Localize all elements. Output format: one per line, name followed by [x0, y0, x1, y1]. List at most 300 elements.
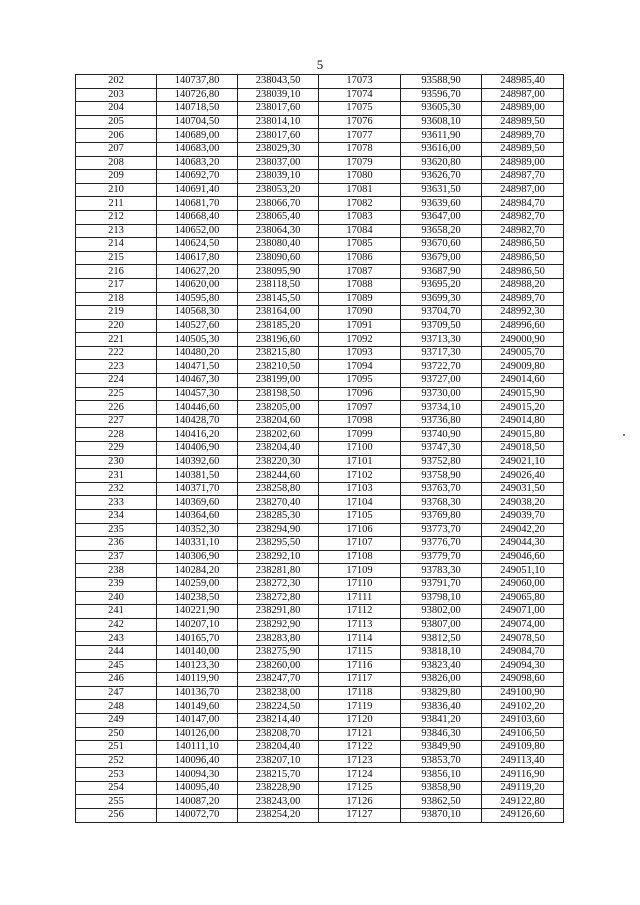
point-number-cell: 17088 — [319, 278, 401, 292]
y-coordinate-cell: 238198,50 — [238, 387, 319, 401]
y-coordinate-cell: 249015,90 — [482, 387, 564, 401]
y-coordinate-cell: 248989,70 — [482, 129, 564, 143]
table-row — [76, 414, 564, 428]
y-coordinate-cell: 238283,80 — [238, 632, 319, 646]
table-row — [76, 210, 564, 224]
y-coordinate-cell: 249060,00 — [482, 577, 564, 591]
x-coordinate-cell: 93802,00 — [401, 605, 482, 619]
x-coordinate-cell: 140095,40 — [157, 781, 238, 795]
table-row — [76, 537, 564, 551]
point-number-cell: 17103 — [319, 482, 401, 496]
point-number-cell: 216 — [76, 265, 157, 279]
table-row — [76, 129, 564, 143]
x-coordinate-cell: 140284,20 — [157, 564, 238, 578]
x-coordinate-cell: 93768,30 — [401, 496, 482, 510]
x-coordinate-cell: 140457,30 — [157, 387, 238, 401]
table-body — [76, 75, 564, 823]
x-coordinate-cell: 93695,20 — [401, 278, 482, 292]
x-coordinate-cell: 93862,50 — [401, 795, 482, 809]
y-coordinate-cell: 249000,90 — [482, 333, 564, 347]
x-coordinate-cell: 93658,20 — [401, 224, 482, 238]
x-coordinate-cell: 140331,10 — [157, 537, 238, 551]
table-row — [76, 265, 564, 279]
point-number-cell: 17113 — [319, 618, 401, 632]
y-coordinate-cell: 238275,90 — [238, 645, 319, 659]
y-coordinate-cell: 249113,40 — [482, 754, 564, 768]
y-coordinate-cell: 249109,80 — [482, 741, 564, 755]
point-number-cell: 17074 — [319, 88, 401, 102]
x-coordinate-cell: 140668,40 — [157, 210, 238, 224]
x-coordinate-cell: 140207,10 — [157, 618, 238, 632]
x-coordinate-cell: 140371,70 — [157, 482, 238, 496]
table-row — [76, 374, 564, 388]
x-coordinate-cell: 93776,70 — [401, 537, 482, 551]
x-coordinate-cell: 93736,80 — [401, 414, 482, 428]
point-number-cell: 17104 — [319, 496, 401, 510]
y-coordinate-cell: 248989,00 — [482, 156, 564, 170]
point-number-cell: 235 — [76, 523, 157, 537]
x-coordinate-cell: 140119,90 — [157, 673, 238, 687]
y-coordinate-cell: 238215,80 — [238, 346, 319, 360]
x-coordinate-cell: 140126,00 — [157, 727, 238, 741]
y-coordinate-cell: 238294,90 — [238, 523, 319, 537]
x-coordinate-cell: 93620,80 — [401, 156, 482, 170]
point-number-cell: 245 — [76, 659, 157, 673]
point-number-cell: 214 — [76, 238, 157, 252]
table-row — [76, 251, 564, 265]
table-row — [76, 306, 564, 320]
y-coordinate-cell: 248989,50 — [482, 142, 564, 156]
point-number-cell: 17116 — [319, 659, 401, 673]
x-coordinate-cell: 93752,80 — [401, 455, 482, 469]
y-coordinate-cell: 249102,20 — [482, 700, 564, 714]
point-number-cell: 230 — [76, 455, 157, 469]
y-coordinate-cell: 248987,00 — [482, 88, 564, 102]
point-number-cell: 17089 — [319, 292, 401, 306]
x-coordinate-cell: 140428,70 — [157, 414, 238, 428]
x-coordinate-cell: 93605,30 — [401, 102, 482, 116]
table-row — [76, 170, 564, 184]
y-coordinate-cell: 249005,70 — [482, 346, 564, 360]
x-coordinate-cell: 140111,10 — [157, 741, 238, 755]
x-coordinate-cell: 93783,30 — [401, 564, 482, 578]
table-row — [76, 795, 564, 809]
x-coordinate-cell: 140149,60 — [157, 700, 238, 714]
y-coordinate-cell: 248986,50 — [482, 265, 564, 279]
y-coordinate-cell: 249074,00 — [482, 618, 564, 632]
point-number-cell: 17082 — [319, 197, 401, 211]
x-coordinate-cell: 140627,20 — [157, 265, 238, 279]
y-coordinate-cell: 238014,10 — [238, 115, 319, 129]
y-coordinate-cell: 249014,60 — [482, 374, 564, 388]
y-coordinate-cell: 238295,50 — [238, 537, 319, 551]
table-row — [76, 292, 564, 306]
point-number-cell: 17080 — [319, 170, 401, 184]
x-coordinate-cell: 93807,00 — [401, 618, 482, 632]
table-row — [76, 550, 564, 564]
point-number-cell: 17075 — [319, 102, 401, 116]
margin-mark — [623, 434, 625, 436]
y-coordinate-cell: 238292,10 — [238, 550, 319, 564]
x-coordinate-cell: 93856,10 — [401, 768, 482, 782]
x-coordinate-cell: 140624,50 — [157, 238, 238, 252]
x-coordinate-cell: 140123,30 — [157, 659, 238, 673]
x-coordinate-cell: 140737,80 — [157, 75, 238, 89]
point-number-cell: 251 — [76, 741, 157, 755]
point-number-cell: 17114 — [319, 632, 401, 646]
point-number-cell: 17123 — [319, 754, 401, 768]
y-coordinate-cell: 248989,70 — [482, 292, 564, 306]
y-coordinate-cell: 238202,60 — [238, 428, 319, 442]
point-number-cell: 17121 — [319, 727, 401, 741]
table-row — [76, 605, 564, 619]
y-coordinate-cell: 238208,70 — [238, 727, 319, 741]
y-coordinate-cell: 249014,80 — [482, 414, 564, 428]
x-coordinate-cell: 93812,50 — [401, 632, 482, 646]
point-number-cell: 17076 — [319, 115, 401, 129]
y-coordinate-cell: 249071,00 — [482, 605, 564, 619]
x-coordinate-cell: 93798,10 — [401, 591, 482, 605]
table-row — [76, 809, 564, 823]
y-coordinate-cell: 249046,60 — [482, 550, 564, 564]
y-coordinate-cell: 238270,40 — [238, 496, 319, 510]
x-coordinate-cell: 93647,00 — [401, 210, 482, 224]
x-coordinate-cell: 93608,10 — [401, 115, 482, 129]
x-coordinate-cell: 93717,30 — [401, 346, 482, 360]
y-coordinate-cell: 238118,50 — [238, 278, 319, 292]
x-coordinate-cell: 140683,00 — [157, 142, 238, 156]
y-coordinate-cell: 238205,00 — [238, 401, 319, 415]
point-number-cell: 238 — [76, 564, 157, 578]
table-row — [76, 713, 564, 727]
y-coordinate-cell: 238243,00 — [238, 795, 319, 809]
y-coordinate-cell: 249039,70 — [482, 510, 564, 524]
point-number-cell: 17094 — [319, 360, 401, 374]
point-number-cell: 17084 — [319, 224, 401, 238]
x-coordinate-cell: 93596,70 — [401, 88, 482, 102]
point-number-cell: 17087 — [319, 265, 401, 279]
x-coordinate-cell: 140221,90 — [157, 605, 238, 619]
y-coordinate-cell: 238215,70 — [238, 768, 319, 782]
y-coordinate-cell: 238281,80 — [238, 564, 319, 578]
point-number-cell: 232 — [76, 482, 157, 496]
y-coordinate-cell: 238145,50 — [238, 292, 319, 306]
point-number-cell: 203 — [76, 88, 157, 102]
point-number-cell: 246 — [76, 673, 157, 687]
y-coordinate-cell: 248989,00 — [482, 102, 564, 116]
y-coordinate-cell: 238272,30 — [238, 577, 319, 591]
y-coordinate-cell: 238247,70 — [238, 673, 319, 687]
x-coordinate-cell: 93639,60 — [401, 197, 482, 211]
point-number-cell: 17115 — [319, 645, 401, 659]
point-number-cell: 224 — [76, 374, 157, 388]
y-coordinate-cell: 249094,30 — [482, 659, 564, 673]
x-coordinate-cell: 140718,50 — [157, 102, 238, 116]
x-coordinate-cell: 140595,80 — [157, 292, 238, 306]
y-coordinate-cell: 248984,70 — [482, 197, 564, 211]
x-coordinate-cell: 93779,70 — [401, 550, 482, 564]
y-coordinate-cell: 238220,30 — [238, 455, 319, 469]
y-coordinate-cell: 249026,40 — [482, 469, 564, 483]
y-coordinate-cell: 238037,00 — [238, 156, 319, 170]
x-coordinate-cell: 93758,90 — [401, 469, 482, 483]
table-row — [76, 781, 564, 795]
x-coordinate-cell: 93734,10 — [401, 401, 482, 415]
table-row — [76, 455, 564, 469]
y-coordinate-cell: 248987,00 — [482, 183, 564, 197]
table-row — [76, 496, 564, 510]
table-row — [76, 727, 564, 741]
table-row — [76, 768, 564, 782]
point-number-cell: 17118 — [319, 686, 401, 700]
point-number-cell: 255 — [76, 795, 157, 809]
point-number-cell: 17112 — [319, 605, 401, 619]
point-number-cell: 17081 — [319, 183, 401, 197]
table-row — [76, 238, 564, 252]
point-number-cell: 250 — [76, 727, 157, 741]
table-row — [76, 577, 564, 591]
y-coordinate-cell: 238039,10 — [238, 170, 319, 184]
y-coordinate-cell: 238029,30 — [238, 142, 319, 156]
point-number-cell: 17083 — [319, 210, 401, 224]
point-number-cell: 17095 — [319, 374, 401, 388]
point-number-cell: 225 — [76, 387, 157, 401]
point-number-cell: 17126 — [319, 795, 401, 809]
table-row — [76, 686, 564, 700]
point-number-cell: 227 — [76, 414, 157, 428]
point-number-cell: 217 — [76, 278, 157, 292]
point-number-cell: 252 — [76, 754, 157, 768]
point-number-cell: 209 — [76, 170, 157, 184]
y-coordinate-cell: 238214,40 — [238, 713, 319, 727]
point-number-cell: 17100 — [319, 442, 401, 456]
point-number-cell: 223 — [76, 360, 157, 374]
x-coordinate-cell: 93829,80 — [401, 686, 482, 700]
y-coordinate-cell: 238238,00 — [238, 686, 319, 700]
y-coordinate-cell: 238080,40 — [238, 238, 319, 252]
point-number-cell: 17097 — [319, 401, 401, 415]
point-number-cell: 240 — [76, 591, 157, 605]
x-coordinate-cell: 140364,60 — [157, 510, 238, 524]
point-number-cell: 17090 — [319, 306, 401, 320]
table-row — [76, 659, 564, 673]
table-row — [76, 387, 564, 401]
point-number-cell: 17093 — [319, 346, 401, 360]
y-coordinate-cell: 248987,70 — [482, 170, 564, 184]
point-number-cell: 17125 — [319, 781, 401, 795]
point-number-cell: 233 — [76, 496, 157, 510]
point-number-cell: 17085 — [319, 238, 401, 252]
y-coordinate-cell: 238254,20 — [238, 809, 319, 823]
x-coordinate-cell: 140306,90 — [157, 550, 238, 564]
x-coordinate-cell: 93826,00 — [401, 673, 482, 687]
point-number-cell: 244 — [76, 645, 157, 659]
x-coordinate-cell: 140392,60 — [157, 455, 238, 469]
y-coordinate-cell: 238039,10 — [238, 88, 319, 102]
point-number-cell: 17096 — [319, 387, 401, 401]
point-number-cell: 239 — [76, 577, 157, 591]
x-coordinate-cell: 140704,50 — [157, 115, 238, 129]
point-number-cell: 243 — [76, 632, 157, 646]
point-number-cell: 17124 — [319, 768, 401, 782]
y-coordinate-cell: 248996,60 — [482, 319, 564, 333]
point-number-cell: 17077 — [319, 129, 401, 143]
x-coordinate-cell: 93836,40 — [401, 700, 482, 714]
point-number-cell: 17101 — [319, 455, 401, 469]
table-row — [76, 115, 564, 129]
x-coordinate-cell: 93704,70 — [401, 306, 482, 320]
x-coordinate-cell: 140087,20 — [157, 795, 238, 809]
point-number-cell: 211 — [76, 197, 157, 211]
y-coordinate-cell: 238244,60 — [238, 469, 319, 483]
point-number-cell: 17073 — [319, 75, 401, 89]
y-coordinate-cell: 249065,80 — [482, 591, 564, 605]
x-coordinate-cell: 140527,60 — [157, 319, 238, 333]
y-coordinate-cell: 238204,40 — [238, 741, 319, 755]
point-number-cell: 17105 — [319, 510, 401, 524]
x-coordinate-cell: 93722,70 — [401, 360, 482, 374]
point-number-cell: 17127 — [319, 809, 401, 823]
table-row — [76, 183, 564, 197]
y-coordinate-cell: 238204,40 — [238, 442, 319, 456]
x-coordinate-cell: 93611,90 — [401, 129, 482, 143]
x-coordinate-cell: 140094,30 — [157, 768, 238, 782]
y-coordinate-cell: 238260,00 — [238, 659, 319, 673]
point-number-cell: 17120 — [319, 713, 401, 727]
x-coordinate-cell: 93709,50 — [401, 319, 482, 333]
x-coordinate-cell: 93747,30 — [401, 442, 482, 456]
x-coordinate-cell: 93727,00 — [401, 374, 482, 388]
point-number-cell: 212 — [76, 210, 157, 224]
x-coordinate-cell: 93763,70 — [401, 482, 482, 496]
table-row — [76, 510, 564, 524]
point-number-cell: 206 — [76, 129, 157, 143]
table-row — [76, 346, 564, 360]
point-number-cell: 17106 — [319, 523, 401, 537]
x-coordinate-cell: 140096,40 — [157, 754, 238, 768]
y-coordinate-cell: 238291,80 — [238, 605, 319, 619]
x-coordinate-cell: 140505,30 — [157, 333, 238, 347]
y-coordinate-cell: 238258,80 — [238, 482, 319, 496]
point-number-cell: 213 — [76, 224, 157, 238]
y-coordinate-cell: 238199,00 — [238, 374, 319, 388]
y-coordinate-cell: 238185,20 — [238, 319, 319, 333]
x-coordinate-cell: 140238,50 — [157, 591, 238, 605]
x-coordinate-cell: 93870,10 — [401, 809, 482, 823]
y-coordinate-cell: 249098,60 — [482, 673, 564, 687]
table-row — [76, 428, 564, 442]
y-coordinate-cell: 238196,60 — [238, 333, 319, 347]
y-coordinate-cell: 248985,40 — [482, 75, 564, 89]
point-number-cell: 242 — [76, 618, 157, 632]
table-row — [76, 142, 564, 156]
x-coordinate-cell: 93818,10 — [401, 645, 482, 659]
point-number-cell: 17086 — [319, 251, 401, 265]
x-coordinate-cell: 93679,00 — [401, 251, 482, 265]
point-number-cell: 17109 — [319, 564, 401, 578]
y-coordinate-cell: 249126,60 — [482, 809, 564, 823]
x-coordinate-cell: 93687,90 — [401, 265, 482, 279]
y-coordinate-cell: 248982,70 — [482, 210, 564, 224]
y-coordinate-cell: 249103,60 — [482, 713, 564, 727]
table-row — [76, 645, 564, 659]
y-coordinate-cell: 238095,90 — [238, 265, 319, 279]
point-number-cell: 249 — [76, 713, 157, 727]
point-number-cell: 17078 — [319, 142, 401, 156]
point-number-cell: 219 — [76, 306, 157, 320]
y-coordinate-cell: 249021,10 — [482, 455, 564, 469]
x-coordinate-cell: 140683,20 — [157, 156, 238, 170]
x-coordinate-cell: 93699,30 — [401, 292, 482, 306]
x-coordinate-cell: 140352,30 — [157, 523, 238, 537]
x-coordinate-cell: 140691,40 — [157, 183, 238, 197]
y-coordinate-cell: 249018,50 — [482, 442, 564, 456]
x-coordinate-cell: 93849,90 — [401, 741, 482, 755]
y-coordinate-cell: 238224,50 — [238, 700, 319, 714]
x-coordinate-cell: 140692,70 — [157, 170, 238, 184]
table-row — [76, 523, 564, 537]
point-number-cell: 17111 — [319, 591, 401, 605]
y-coordinate-cell: 249078,50 — [482, 632, 564, 646]
y-coordinate-cell: 249051,10 — [482, 564, 564, 578]
y-coordinate-cell: 249116,90 — [482, 768, 564, 782]
y-coordinate-cell: 238164,00 — [238, 306, 319, 320]
y-coordinate-cell: 238053,20 — [238, 183, 319, 197]
coordinates-table — [75, 74, 564, 823]
x-coordinate-cell: 140467,30 — [157, 374, 238, 388]
table-row — [76, 673, 564, 687]
y-coordinate-cell: 238292,90 — [238, 618, 319, 632]
point-number-cell: 202 — [76, 75, 157, 89]
y-coordinate-cell: 248992,30 — [482, 306, 564, 320]
table-row — [76, 333, 564, 347]
x-coordinate-cell: 93631,50 — [401, 183, 482, 197]
y-coordinate-cell: 238065,40 — [238, 210, 319, 224]
point-number-cell: 221 — [76, 333, 157, 347]
y-coordinate-cell: 249009,80 — [482, 360, 564, 374]
point-number-cell: 17079 — [319, 156, 401, 170]
table-row — [76, 278, 564, 292]
table-row — [76, 469, 564, 483]
point-number-cell: 17099 — [319, 428, 401, 442]
x-coordinate-cell: 140165,70 — [157, 632, 238, 646]
x-coordinate-cell: 140446,60 — [157, 401, 238, 415]
x-coordinate-cell: 140259,00 — [157, 577, 238, 591]
x-coordinate-cell: 93769,80 — [401, 510, 482, 524]
x-coordinate-cell: 93740,90 — [401, 428, 482, 442]
y-coordinate-cell: 249122,80 — [482, 795, 564, 809]
y-coordinate-cell: 248989,50 — [482, 115, 564, 129]
point-number-cell: 247 — [76, 686, 157, 700]
point-number-cell: 215 — [76, 251, 157, 265]
x-coordinate-cell: 140681,70 — [157, 197, 238, 211]
y-coordinate-cell: 248982,70 — [482, 224, 564, 238]
table-row — [76, 75, 564, 89]
table-row — [76, 224, 564, 238]
x-coordinate-cell: 140072,70 — [157, 809, 238, 823]
point-number-cell: 17091 — [319, 319, 401, 333]
point-number-cell: 241 — [76, 605, 157, 619]
y-coordinate-cell: 249119,20 — [482, 781, 564, 795]
point-number-cell: 222 — [76, 346, 157, 360]
x-coordinate-cell: 140406,90 — [157, 442, 238, 456]
y-coordinate-cell: 249038,20 — [482, 496, 564, 510]
y-coordinate-cell: 248986,50 — [482, 251, 564, 265]
x-coordinate-cell: 140620,00 — [157, 278, 238, 292]
y-coordinate-cell: 238272,80 — [238, 591, 319, 605]
x-coordinate-cell: 93670,60 — [401, 238, 482, 252]
table-row — [76, 102, 564, 116]
